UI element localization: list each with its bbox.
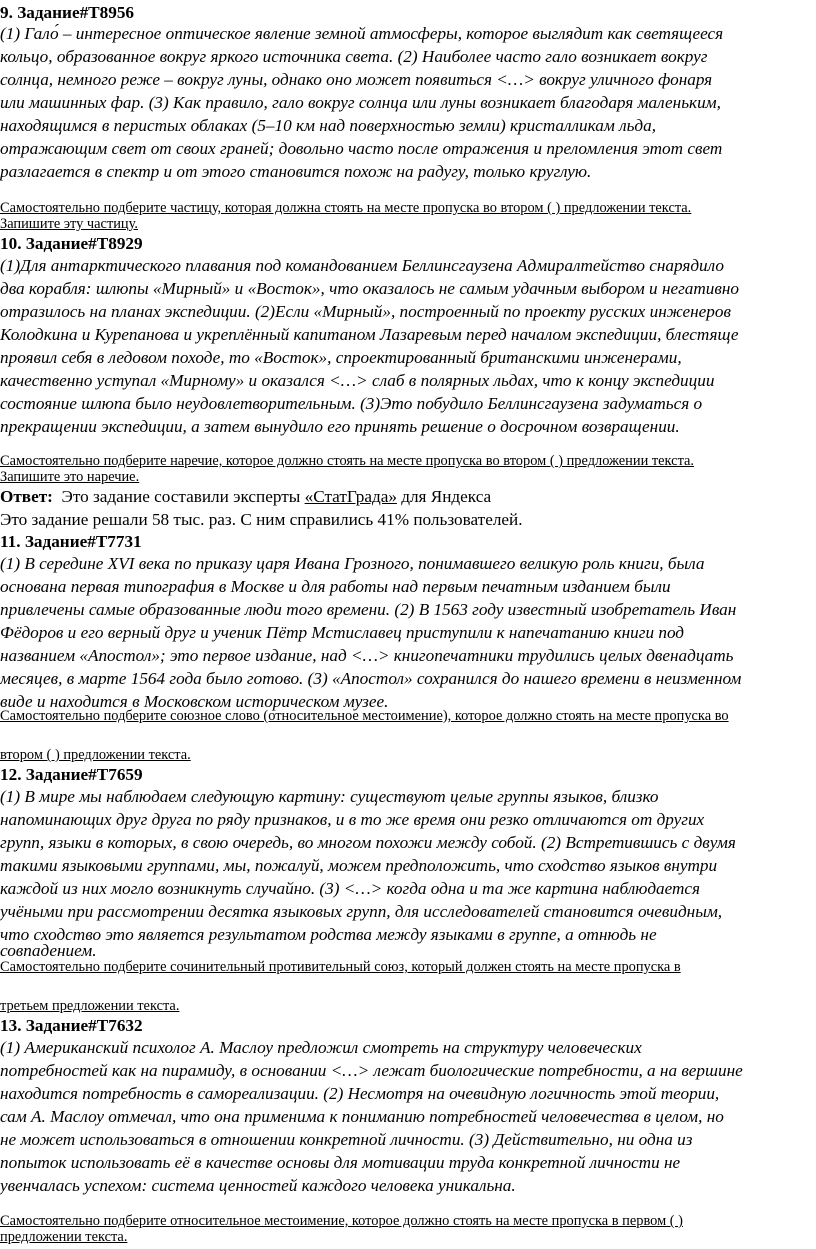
task-9-instruction: Самостоятельно подберите частицу, которая должна стоять на месте пропуска во втором ( ) предложении текста. (0, 200, 692, 216)
task-10-text-line: два корабля: шлюпы «Мирный» и «Восток», что оказалось не самым удачным выбором и негативно (0, 279, 739, 298)
task-13-instruction: предложении текста. (0, 1229, 128, 1245)
task-12-text-line: учёными при рассмотрении десятка языковых групп, для исследователей становится очевидным, (0, 902, 723, 921)
task-12-text-line: такими языковыми группами, мы, пожалуй, можем предположить, что сходство языков внутри (0, 856, 718, 875)
answer-suffix: для Яндекса (396, 487, 492, 506)
task-13-text-line: находится потребность в самореализации. (2) Несмотря на очевидную логичность этой теории, (0, 1084, 720, 1103)
task-13-instruction: Самостоятельно подберите относительное местоимение, которое должно стоять на месте пропуска в первом ( ) (0, 1213, 683, 1229)
task-10-answer (0, 486, 491, 508)
task-10-text-line: отразилось на планах экспедиции. (2)Если «Мирный», построенный по проекту русских инженеров (0, 302, 731, 321)
task-9-text-line: (1) Гало́ – интересное оптическое явление земной атмосферы, которое выглядит как светящееся (0, 24, 724, 43)
task-12-instruction: третьем предложении текста. (0, 998, 180, 1014)
task-9-text-line: находящимся в перистых облаках (5–10 км над поверхностью земли) кристалликам льда, (0, 116, 656, 135)
task-11-text-line: (1) В середине XVI века по приказу царя Ивана Грозного, понимавшего великую роль книги, была (0, 554, 705, 573)
task-10-text-line: проявил себя в ледовом походе, то «Восток», спроектированный британскими инженерами, (0, 348, 682, 367)
task-11-instruction: Самостоятельно подберите союзное слово (относительное местоимение), которое должно стоять на месте пропуска во (0, 708, 729, 724)
task-13-text-line: попыток использовать её в качестве основы для мотивации труда конкретной личности не (0, 1153, 681, 1172)
task-11-text-line: привлечены самые образованные люди того времени. (2) В 1563 году известный изобретатель Иван (0, 600, 737, 619)
task-10-text-line: состояние шлюпа было неудовлетворительным. (3)Это побудило Беллинсгаузена задуматься о (0, 394, 703, 413)
task-9-instruction: Запишите эту частицу. (0, 216, 138, 232)
task-9-text-line: кольцо, образованное вокруг яркого источника света. (2) Наиболее часто гало возникает вокруг (0, 47, 708, 66)
task-9-text-line: отражающим свет от своих граней; довольно часто после отражения и преломления этот свет (0, 139, 723, 158)
task-13-text-line: не может использоваться в отношении конкретной личности. (3) Действительно, ни одна из (0, 1130, 693, 1149)
task-10-instruction: Самостоятельно подберите наречие, которое должно стоять на месте пропуска во втором ( ) предложении текста. (0, 453, 695, 469)
answer-text: Это задание составили эксперты (52, 487, 305, 506)
task-12-text-line: групп, языки в которых, в свою очередь, во многом похожи между собой. (2) Встретившись с двумя (0, 833, 736, 852)
task-9-text-line: или машинных фар. (3) Как правило, гало вокруг солнца или луны возникает благодаря маленьким, (0, 93, 721, 112)
task-11-text-line: основана первая типография в Москве и для работы над первым печатным изданием были (0, 577, 671, 596)
task-10-heading: 10. Задание#T8929 (0, 234, 143, 253)
task-13-text-line: сам А. Маслоу отмечал, что она применима к пониманию потребностей человечества в целом, но (0, 1107, 724, 1126)
task-9-heading: 9. Задание#T8956 (0, 3, 135, 22)
task-11-heading: 11. Задание#T7731 (0, 532, 142, 551)
task-11-text-line: Фёдоров и его верный друг и ученик Пётр Мстиславец приступили к напечатанию книги под (0, 623, 684, 642)
task-12-instruction: Самостоятельно подберите сочинительный противительный союз, который должен стоять на месте пропуска в (0, 959, 681, 975)
task-13-text-line: увенчалась успехом: система ценностей каждого человека уникальна. (0, 1176, 516, 1195)
task-13-text-line: (1) Американский психолог А. Маслоу предложил смотреть на структуру человеческих (0, 1038, 642, 1057)
task-12-text-line: совпадением. (0, 941, 97, 960)
task-11-text-line: виде и находится в Московском историческом музее. (0, 692, 389, 711)
task-12-heading: 12. Задание#T7659 (0, 765, 143, 784)
task-10-stats: Это задание решали 58 тыс. раз. С ним справились 41% пользователей. (0, 510, 523, 529)
answer-label: Ответ: (0, 487, 53, 506)
task-13-heading: 13. Задание#T7632 (0, 1016, 143, 1035)
task-10-text-line: (1)Для антарктического плавания под командованием Беллинсгаузена Адмиралтейство снарядило (0, 256, 724, 275)
task-10-text-line: Колодкина и Курепанова и укреплённый капитаном Лазаревым перед началом экспедиции, блестяще (0, 325, 739, 344)
task-11-text-line: месяцев, в марте 1564 года было готово. (3) «Апостол» сохранился до нашего времени в неизменном (0, 669, 742, 688)
task-10-text-line: качественно уступал «Мирному» и оказался <…> слаб в полярных льдах, что к концу экспедиции (0, 371, 715, 390)
task-9-text-line: разлагается в спектр и от этого становится похож на радугу, только круглую. (0, 162, 592, 181)
task-12-text-line: что сходство это является результатом родства между языками в группе, а отнюдь не (0, 925, 657, 944)
task-12-text-line: напоминающих друг друга по ряду признаков, и в то же время они резко отличаются от других (0, 810, 705, 829)
task-11-text-line: названием «Апостол»; это первое издание, над <…> книгопечатники трудились целых двенадцать (0, 646, 734, 665)
task-9-text-line: солнца, немного реже – вокруг луны, однако оно может появиться <…> вокруг уличного фонаря (0, 70, 713, 89)
task-10-text-line: прекращении экспедиции, а затем вынудило его принять решение о досрочном возвращении. (0, 417, 680, 436)
task-12-text-line: каждой из них могло возникнуть случайно. (3) <…> когда одна и та же картина наблюдается (0, 879, 701, 898)
task-13-text-line: потребностей как на пирамиду, в основании <…> лежат биологические потребности, а на вершине (0, 1061, 743, 1080)
task-10-instruction: Запишите это наречие. (0, 469, 140, 485)
statgrad-link[interactable]: «СтатГрада» (304, 487, 397, 506)
task-12-text-line: (1) В мире мы наблюдаем следующую картину: существуют целые группы языков, близко (0, 787, 659, 806)
task-11-instruction: втором ( ) предложении текста. (0, 747, 191, 763)
